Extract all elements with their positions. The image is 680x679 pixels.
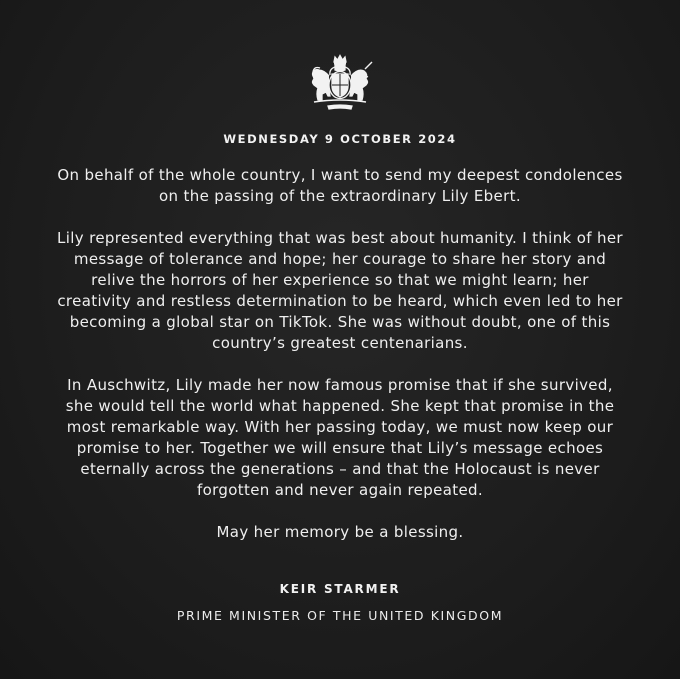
text-line: relive the horrors of her experience so that we might learn; her — [91, 271, 589, 289]
text-line: creativity and restless determination to be heard, which even led to her — [57, 292, 623, 310]
text-line: eternally across the generations – and that the Holocaust is never — [80, 460, 600, 478]
royal-coat-of-arms-icon — [302, 52, 378, 112]
statement-body — [30, 165, 650, 564]
paragraph — [30, 228, 650, 354]
text-line: becoming a global star on TikTok. She was without doubt, one of this — [69, 313, 611, 331]
text-line: on the passing of the extraordinary Lily Ebert. — [159, 187, 521, 205]
text-line: On behalf of the whole country, I want to send my deepest condolences — [57, 166, 623, 184]
signatory-title: PRIME MINISTER OF THE UNITED KINGDOM — [176, 608, 504, 623]
text-line: May her memory be a blessing. — [216, 523, 464, 541]
text-line: message of tolerance and hope; her courage to share her story and — [73, 250, 607, 268]
paragraph — [30, 522, 650, 543]
text-line: country’s greatest centenarians. — [212, 334, 468, 352]
text-line: most remarkable way. With her passing today, we must now keep our — [66, 418, 614, 436]
text-line: promise to her. Together we will ensure that Lily’s message echoes — [76, 439, 604, 457]
text-line: she would tell the world what happened. She kept that promise in the — [65, 397, 615, 415]
paragraph — [30, 375, 650, 501]
paragraph — [30, 165, 650, 207]
text-line: Lily represented everything that was best about humanity. I think of her — [57, 229, 623, 247]
signatory-name: KEIR STARMER — [279, 582, 401, 596]
text-line: forgotten and never again repeated. — [196, 481, 484, 499]
statement-date: WEDNESDAY 9 OCTOBER 2024 — [223, 132, 457, 146]
text-line: In Auschwitz, Lily made her now famous promise that if she survived, — [67, 376, 613, 394]
